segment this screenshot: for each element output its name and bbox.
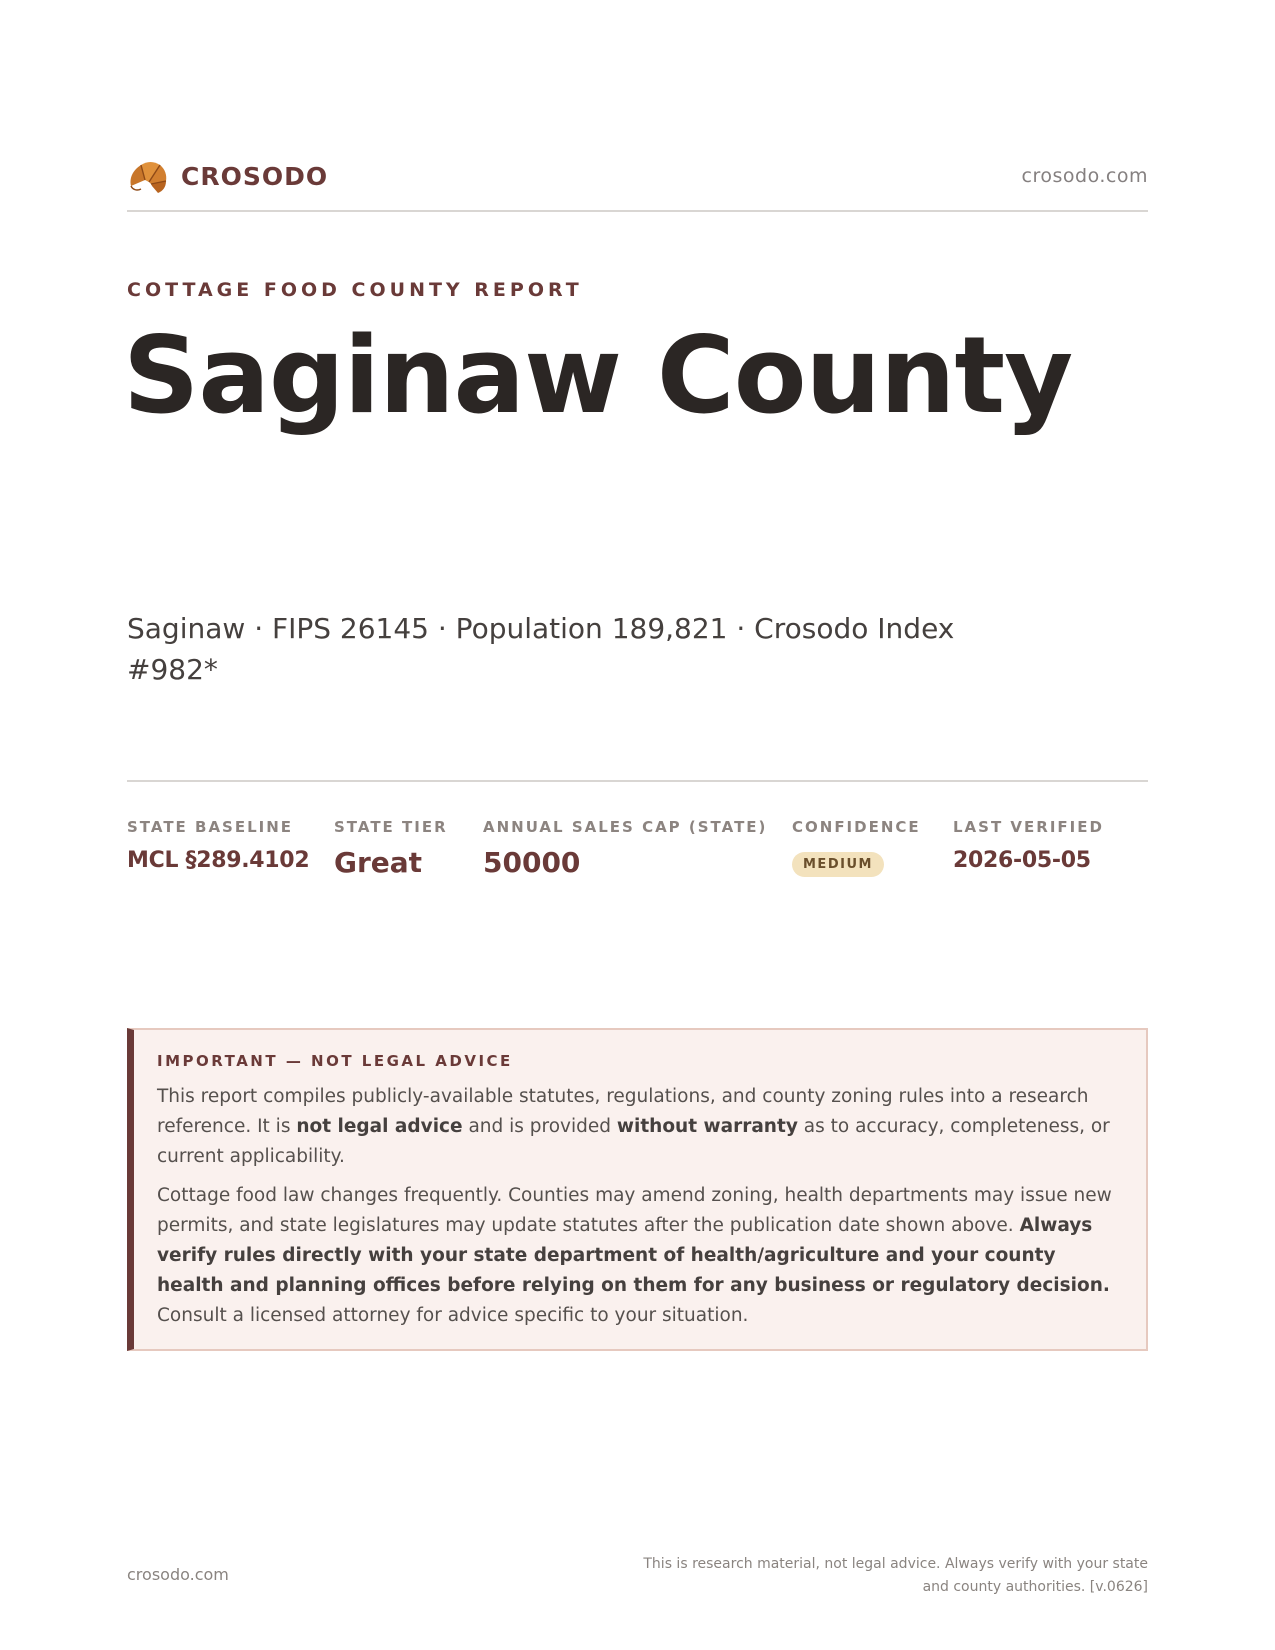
croissant-icon: [127, 156, 169, 196]
notice-paragraph: [157, 1082, 1122, 1172]
site-url-link[interactable]: crosodo.com: [1021, 165, 1148, 187]
legal-notice: [127, 1028, 1148, 1351]
notice-text: Cottage food law changes frequently. Counties may amend zoning, health departments may issue new permits, and state legislatures may update statutes after the publication date shown above.: [157, 1185, 1112, 1236]
stat-label: ANNUAL SALES CAP (STATE): [483, 818, 768, 836]
stat-sales-cap: [483, 818, 767, 879]
report-eyebrow: COTTAGE FOOD COUNTY REPORT: [127, 279, 583, 301]
stat-label: STATE TIER: [334, 818, 448, 836]
stat-confidence: [792, 818, 921, 877]
stat-label: CONFIDENCE: [792, 818, 921, 836]
confidence-badge: MEDIUM: [792, 852, 884, 877]
notice-text: This report compiles publicly-available statutes, regulations, and county zoning rules into a research reference. It is: [157, 1086, 1089, 1137]
notice-emphasis: not legal advice: [296, 1116, 463, 1137]
page-title: Saginaw County: [123, 314, 1073, 437]
brand[interactable]: [127, 156, 328, 196]
stat-value: Great: [334, 846, 423, 879]
brand-name: CROSODO: [181, 161, 329, 191]
notice-title: IMPORTANT — NOT LEGAL ADVICE: [157, 1052, 513, 1070]
report-page: [123, 0, 1148, 1650]
stat-value: MCL §289.4102: [127, 848, 310, 873]
stat-label: LAST VERIFIED: [953, 818, 1104, 836]
stat-last-verified: [953, 818, 1104, 873]
stat-value: 2026-05-05: [953, 848, 1091, 873]
notice-text: and is provided: [462, 1116, 617, 1137]
stat-label: STATE BASELINE: [127, 818, 294, 836]
notice-text: as to accuracy, completeness, or current applicability.: [157, 1116, 1110, 1167]
stat-state-tier: [334, 818, 448, 879]
notice-paragraph: [157, 1181, 1122, 1331]
page-header: [127, 158, 1148, 212]
notice-emphasis: without warranty: [616, 1116, 798, 1137]
notice-emphasis: Always verify rules directly with your state department of health/agriculture and your county health and planning offices before relying on them for any business or regulatory decision.: [157, 1215, 1110, 1296]
stats-row: [127, 818, 1148, 898]
stat-state-baseline: [127, 818, 309, 873]
stat-value: 50000: [483, 846, 581, 879]
county-summary-line: Saginaw · FIPS 26145 · Population 189,821 · Crosodo Index #982*: [127, 612, 955, 686]
footer-url-link[interactable]: crosodo.com: [127, 1565, 229, 1584]
footer-disclaimer: This is research material, not legal advice. Always verify with your state and county authorities. [v.0626]: [643, 1556, 1148, 1595]
notice-text: Consult a licensed attorney for advice specific to your situation.: [157, 1305, 749, 1326]
section-divider: [127, 780, 1148, 782]
